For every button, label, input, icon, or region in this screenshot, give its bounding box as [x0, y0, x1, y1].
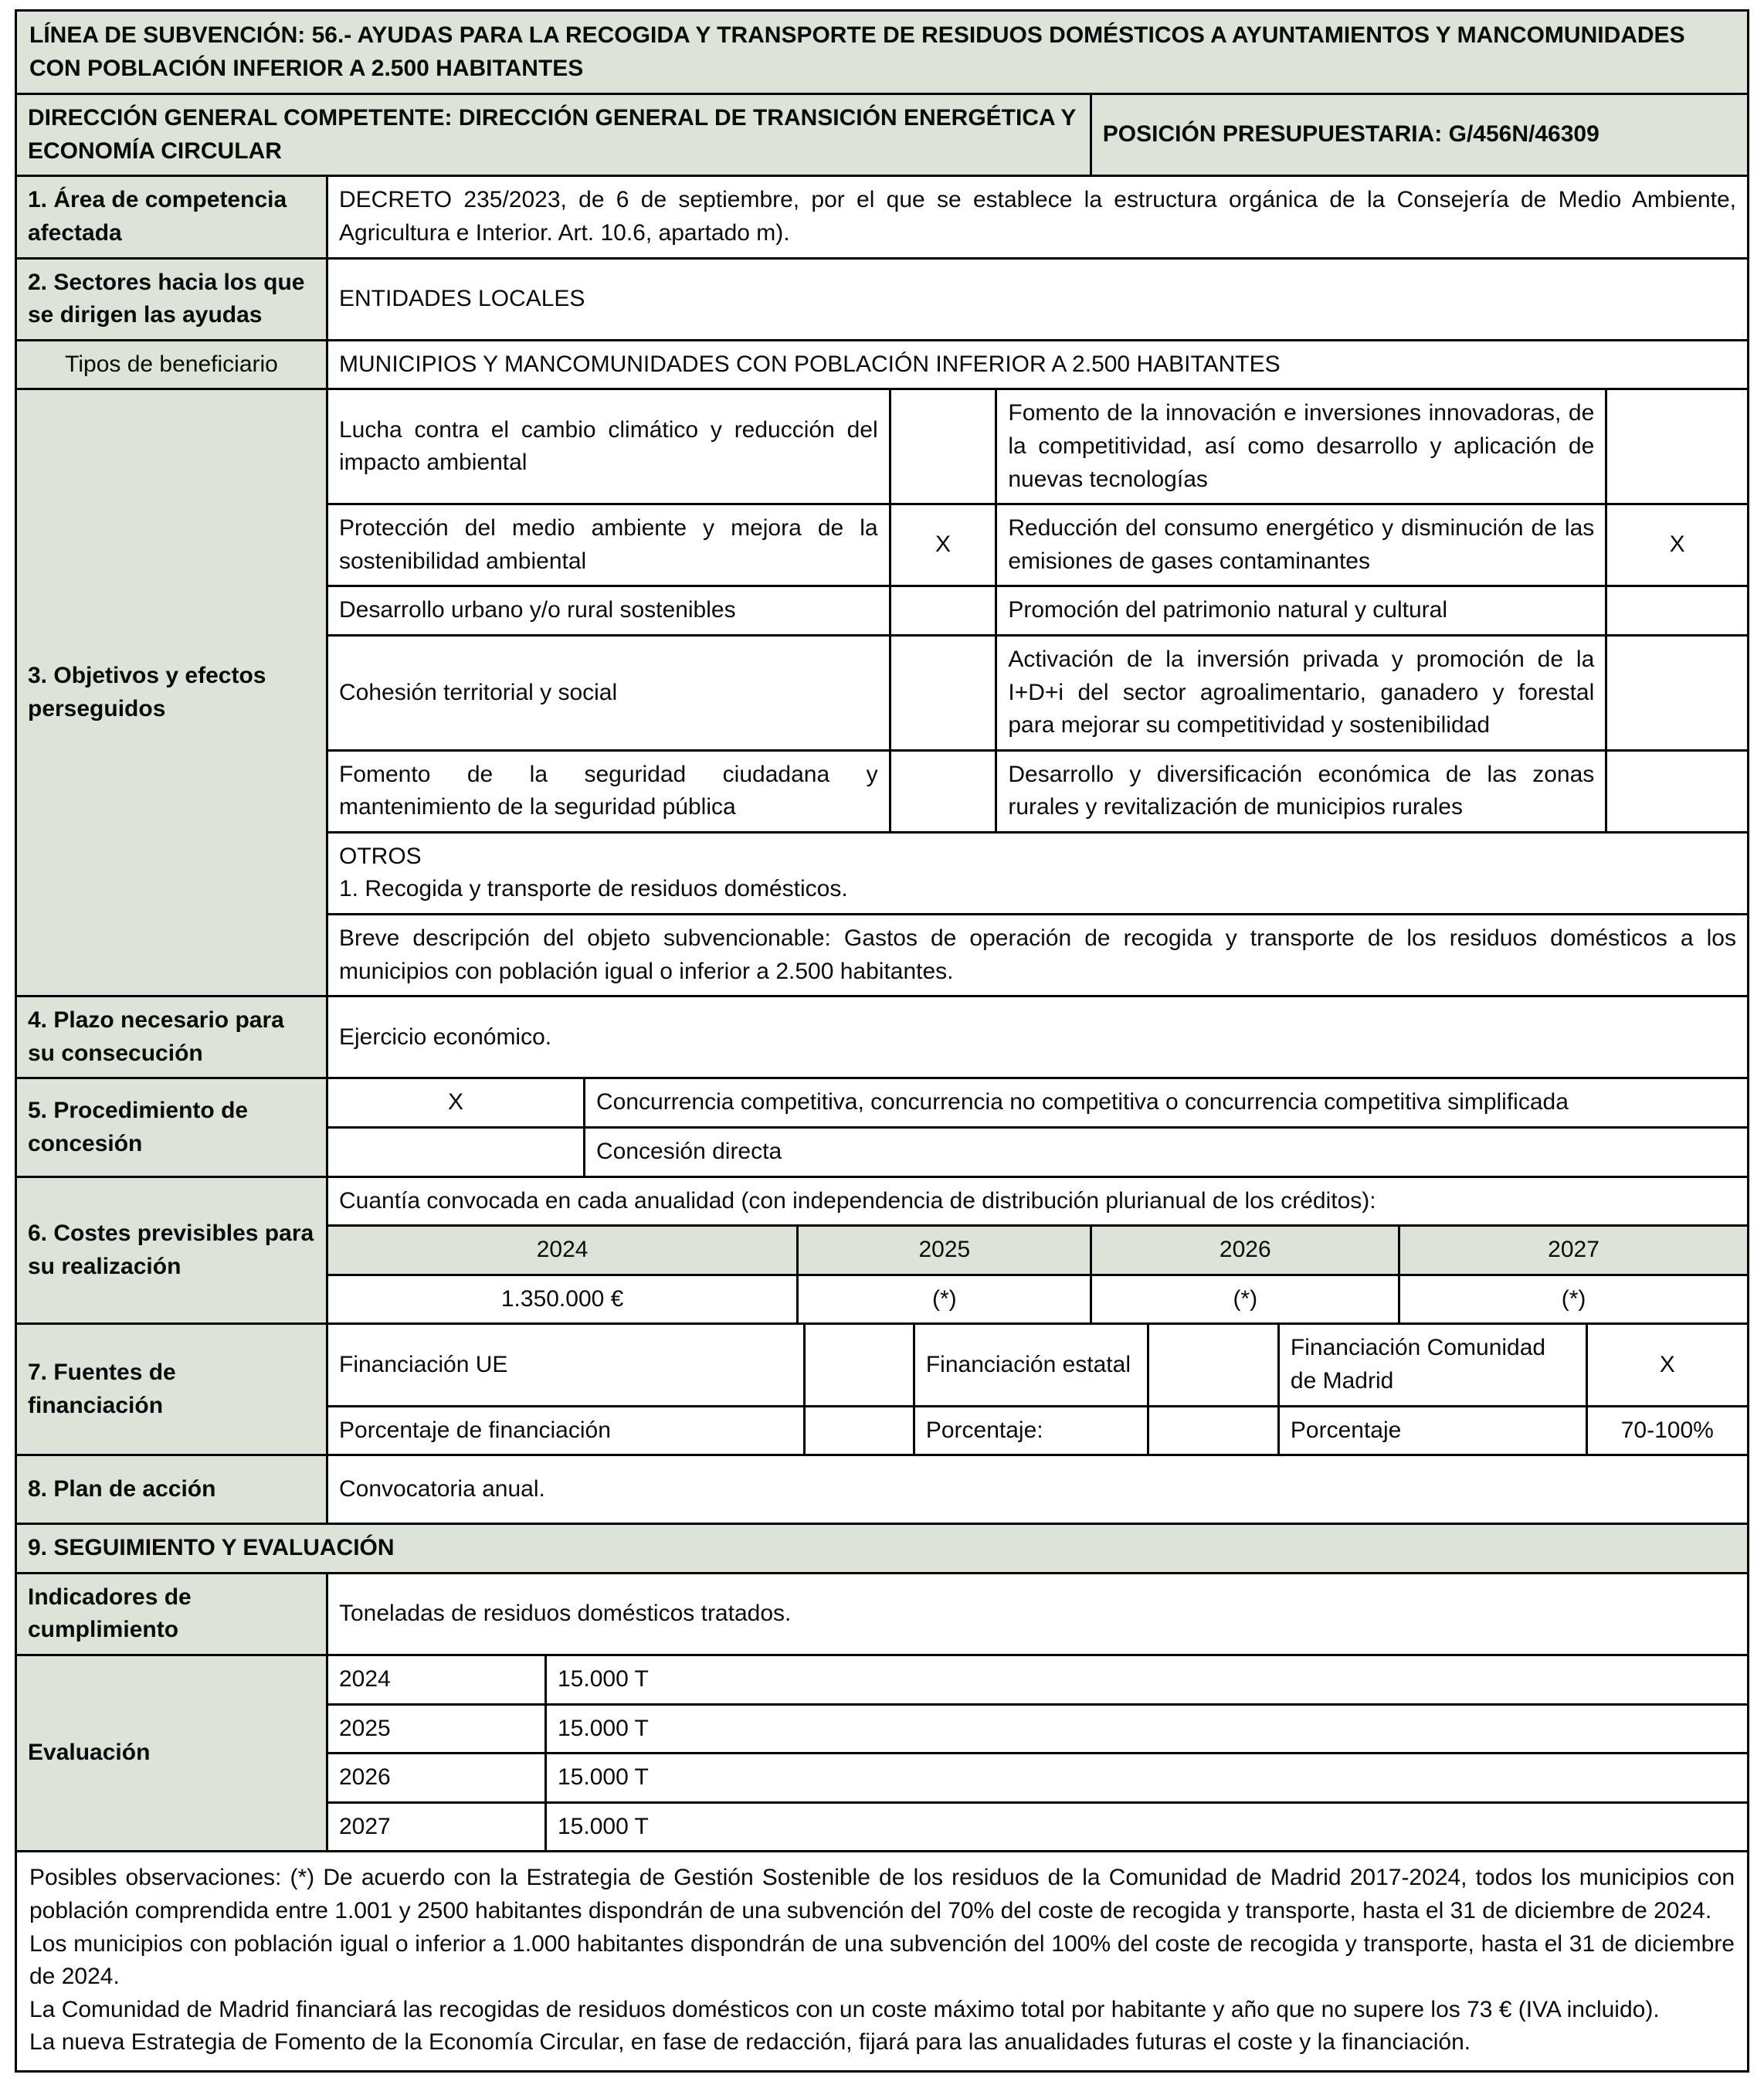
objetivos-descripcion-row [328, 915, 1747, 995]
evaluacion-year: 2024 [339, 1665, 391, 1692]
page-title [17, 12, 1747, 93]
evaluacion-row [328, 1804, 1747, 1851]
porcentaje-estatal-value [1147, 1407, 1277, 1455]
row-sectores [17, 260, 1747, 341]
indicadores-label: Indicadores de cumplimiento [17, 1574, 326, 1654]
sectores-value-text: ENTIDADES LOCALES [339, 285, 585, 311]
evaluacion-row [328, 1754, 1747, 1804]
evaluacion-row [328, 1656, 1747, 1706]
objetivos-matrix [326, 390, 1747, 995]
objetivos-descripcion [328, 915, 1747, 995]
evaluacion-value: 15.000 T [544, 1804, 1747, 1851]
posicion-presupuestaria [1090, 95, 1747, 175]
porcentaje-financiacion-text: Porcentaje de financiación [339, 1417, 611, 1443]
objetivo-right-checkbox [1605, 752, 1747, 831]
title-row [17, 12, 1747, 95]
objetivo-right [995, 752, 1605, 831]
procedimiento-options [326, 1079, 1747, 1175]
procedimiento-option-text: Concesión directa [596, 1139, 782, 1165]
procedimiento-option-row [328, 1079, 1747, 1129]
objetivo-left-checkbox [889, 752, 996, 831]
header-row [17, 95, 1747, 177]
seguimiento-title: 9. SEGUIMIENTO Y EVALUACIÓN [17, 1525, 1747, 1572]
objetivo-left [328, 587, 889, 634]
procedimiento-option [583, 1129, 1747, 1176]
row-plan [17, 1456, 1747, 1525]
costes-intro-row [328, 1178, 1747, 1227]
observaciones-paragraph: Los municipios con población igual o inferior a 1.000 habitantes dispondrán de una subvención del 100% del coste de recogida y transporte, hasta el 31 de diciembre de 2024. [29, 1930, 1735, 1990]
objetivo-right-text: Reducción del consumo energético y disminución de las emisiones de gases contaminantes [1008, 515, 1595, 574]
objetivo-left-checkbox [889, 587, 996, 634]
objetivo-right [995, 587, 1605, 634]
financiacion-ue [328, 1325, 803, 1404]
porcentaje-estatal [913, 1407, 1147, 1455]
financiacion-comunidad-text: Financiación Comunidad de Madrid [1290, 1335, 1546, 1394]
porcentaje-financiacion [328, 1407, 803, 1455]
financiacion-estatal [913, 1325, 1147, 1404]
plan-value-text: Convocatoria anual. [339, 1475, 545, 1502]
fuentes-row-2 [328, 1407, 1747, 1455]
evaluacion-year: 2026 [339, 1764, 391, 1791]
tipos-beneficiario-value [326, 341, 1747, 389]
porcentaje-estatal-text: Porcentaje: [925, 1417, 1043, 1443]
objetivos-otros-title: OTROS [339, 843, 422, 869]
tipos-beneficiario-label: Tipos de beneficiario [17, 341, 326, 389]
area-competencia-value [326, 177, 1747, 256]
objetivo-left-text: Fomento de la seguridad ciudadana y mantenimiento de la seguridad pública [339, 761, 878, 820]
evaluacion-row [328, 1706, 1747, 1755]
objetivo-right-text: Activación de la inversión privada y promoción de la I+D+i del sector agroalimentario, ganadero y forestal para mejorar su competitividad y sostenibilidad [1008, 646, 1595, 738]
evaluacion-year: 2027 [339, 1813, 391, 1839]
objetivos-otros-row [328, 834, 1747, 915]
row-evaluacion [17, 1656, 1747, 1852]
observaciones-paragraph: La nueva Estrategia de Fomento de la Economía Circular, en fase de redacción, fijará para las anualidades futuras el coste y la financiación. [29, 2029, 1471, 2056]
observaciones-paragraph: La Comunidad de Madrid financiará las recogidas de residuos domésticos con un coste máximo total por habitante y año que no supere los 73 € (IVA incluido). [29, 1996, 1660, 2022]
fuentes-row-1 [328, 1325, 1747, 1407]
costes-amount: (*) [1090, 1276, 1398, 1323]
direccion-general-text: DIRECCIÓN GENERAL COMPETENTE: DIRECCIÓN GENERAL DE TRANSICIÓN ENERGÉTICA Y ECONOMÍA CIRCULAR [28, 105, 1076, 164]
costes-year-header: 2027 [1398, 1227, 1747, 1274]
objetivo-left [328, 752, 889, 831]
objetivo-right-checkbox: X [1605, 505, 1747, 585]
costes-label: 6. Costes previsibles para su realización [17, 1178, 326, 1323]
financiacion-comunidad-checkbox: X [1586, 1325, 1747, 1404]
evaluacion-value: 15.000 T [544, 1706, 1747, 1753]
evaluacion-value: 15.000 T [544, 1656, 1747, 1703]
area-competencia-value-text: DECRETO 235/2023, de 6 de septiembre, por el que se establece la estructura orgánica de la Consejería de Medio Ambiente, Agricultura e Interior. Art. 10.6, apartado m). [339, 187, 1736, 246]
porcentaje-comunidad-text: Porcentaje [1290, 1417, 1402, 1443]
objetivo-right-checkbox [1605, 587, 1747, 634]
costes-years-row [328, 1227, 1747, 1276]
evaluacion-year: 2025 [339, 1715, 391, 1741]
objetivos-otros-item: 1. Recogida y transporte de residuos domésticos. [339, 876, 848, 902]
indicadores-value-text: Toneladas de residuos domésticos tratados. [339, 1601, 792, 1627]
procedimiento-option-row [328, 1129, 1747, 1176]
direccion-general [17, 95, 1090, 175]
objetivo-right-text: Fomento de la innovación e inversiones innovadoras, de la competitividad, así como desarrollo y aplicación de nuevas tecnologías [1008, 400, 1595, 492]
objetivo-right-checkbox [1605, 637, 1747, 749]
fuentes-table [326, 1325, 1747, 1454]
procedimiento-checkbox: X [447, 1089, 463, 1115]
objetivo-row [328, 505, 1747, 587]
costes-year-header: 2025 [796, 1227, 1090, 1274]
objetivos-otros [328, 834, 1747, 913]
row-costes [17, 1178, 1747, 1326]
objetivo-left-text: Lucha contra el cambio climático y reducción del impacto ambiental [339, 416, 878, 476]
costes-table [326, 1178, 1747, 1323]
procedimiento-option [583, 1079, 1747, 1126]
observaciones-paragraph: Posibles observaciones: (*) De acuerdo con la Estrategia de Gestión Sostenible de los residuos de la Comunidad de Madrid 2017-2024, todos los municipios con población comprendida entre 1.001 y 2500 habitantes dispondrán de una subvención del 70% del coste de recogida y transporte, hasta el 31 de diciembre de 2024. [29, 1865, 1735, 1923]
objetivo-left-checkbox: X [889, 505, 996, 585]
sectores-label: 2. Sectores hacia los que se dirigen las ayudas [17, 260, 326, 339]
objetivo-right [995, 505, 1605, 585]
objetivo-left-text: Desarrollo urbano y/o rural sostenibles [339, 597, 736, 623]
row-observaciones [17, 1852, 1747, 2070]
objetivo-left [328, 505, 889, 585]
observaciones [17, 1852, 1747, 2070]
costes-intro-text: Cuantía convocada en cada anualidad (con independencia de distribución plurianual de los créditos): [339, 1187, 1376, 1214]
financiacion-comunidad [1277, 1325, 1586, 1404]
evaluacion-value: 15.000 T [544, 1754, 1747, 1801]
objetivos-label: 3. Objetivos y efectos perseguidos [17, 390, 326, 995]
area-competencia-label: 1. Área de competencia afectada [17, 177, 326, 256]
plazo-label: 4. Plazo necesario para su consecución [17, 997, 326, 1077]
indicadores-value [326, 1574, 1747, 1654]
financiacion-estatal-text: Financiación estatal [925, 1351, 1131, 1377]
tipos-beneficiario-value-text: MUNICIPIOS Y MANCOMUNIDADES CON POBLACIÓN INFERIOR A 2.500 HABITANTES [339, 351, 1281, 377]
costes-year-header: 2026 [1090, 1227, 1398, 1274]
objetivo-row [328, 587, 1747, 637]
row-area-competencia [17, 177, 1747, 259]
objetivo-left-checkbox [889, 637, 996, 749]
financiacion-ue-text: Financiación UE [339, 1351, 508, 1377]
row-fuentes [17, 1325, 1747, 1456]
costes-amount: (*) [1398, 1276, 1747, 1323]
evaluacion-table [326, 1656, 1747, 1850]
row-indicadores [17, 1574, 1747, 1656]
row-procedimiento [17, 1079, 1747, 1177]
costes-amount: 1.350.000 € [500, 1285, 624, 1312]
plan-label: 8. Plan de acción [17, 1456, 326, 1523]
objetivo-right [995, 390, 1605, 503]
row-tipos-beneficiario [17, 341, 1747, 391]
porcentaje-ue-value [803, 1407, 912, 1455]
page-title-text: LÍNEA DE SUBVENCIÓN: 56.- AYUDAS PARA LA RECOGIDA Y TRANSPORTE DE RESIDUOS DOMÉSTICOS A AYUNTAMIENTOS Y MANCOMUNIDADES CON POBLACIÓN INFERIOR A 2.500 HABITANTES [29, 22, 1685, 81]
objetivo-row [328, 390, 1747, 505]
porcentaje-comunidad [1277, 1407, 1586, 1455]
objetivo-left [328, 390, 889, 503]
evaluacion-label: Evaluación [17, 1656, 326, 1850]
objetivo-left-text: Cohesión territorial y social [339, 679, 618, 705]
row-plazo [17, 997, 1747, 1079]
objetivo-row [328, 637, 1747, 752]
objetivo-left [328, 637, 889, 749]
row-seguimiento-header [17, 1525, 1747, 1574]
financiacion-estatal-checkbox [1147, 1325, 1277, 1404]
objetivo-left-text: Protección del medio ambiente y mejora de la sostenibilidad ambiental [339, 515, 878, 574]
plazo-value-text: Ejercicio económico. [339, 1024, 552, 1050]
costes-amount: (*) [796, 1276, 1090, 1323]
procedimiento-option-text: Concurrencia competitiva, concurrencia no competitiva o concurrencia competitiva simplificada [596, 1089, 1569, 1115]
objetivo-right-text: Desarrollo y diversificación económica de las zonas rurales y revitalización de municipios rurales [1008, 761, 1595, 820]
objetivo-right-checkbox [1605, 390, 1747, 503]
posicion-presupuestaria-text: POSICIÓN PRESUPUESTARIA: G/456N/46309 [1102, 121, 1599, 148]
objetivo-row [328, 752, 1747, 834]
plan-value [326, 1456, 1747, 1523]
procedimiento-label: 5. Procedimiento de concesión [17, 1079, 326, 1175]
porcentaje-comunidad-value: 70-100% [1586, 1407, 1747, 1455]
objetivo-right [995, 637, 1605, 749]
costes-intro [328, 1178, 1747, 1225]
sectores-value [326, 260, 1747, 339]
financiacion-ue-checkbox [803, 1325, 912, 1404]
plazo-value [326, 997, 1747, 1077]
costes-amounts-row [328, 1276, 1747, 1323]
subsidy-fact-sheet [15, 9, 1749, 2073]
objetivo-right-text: Promoción del patrimonio natural y cultural [1008, 597, 1447, 623]
procedimiento-checkbox [328, 1129, 583, 1176]
fuentes-label: 7. Fuentes de financiación [17, 1325, 326, 1454]
objetivo-left-checkbox [889, 390, 996, 503]
costes-year-header: 2024 [328, 1227, 796, 1274]
row-objetivos [17, 390, 1747, 997]
objetivos-descripcion-text: Breve descripción del objeto subvencionable: Gastos de operación de recogida y transporte de los residuos domésticos a los municipios con población igual o inferior a 2.500 habitantes. [339, 925, 1736, 984]
